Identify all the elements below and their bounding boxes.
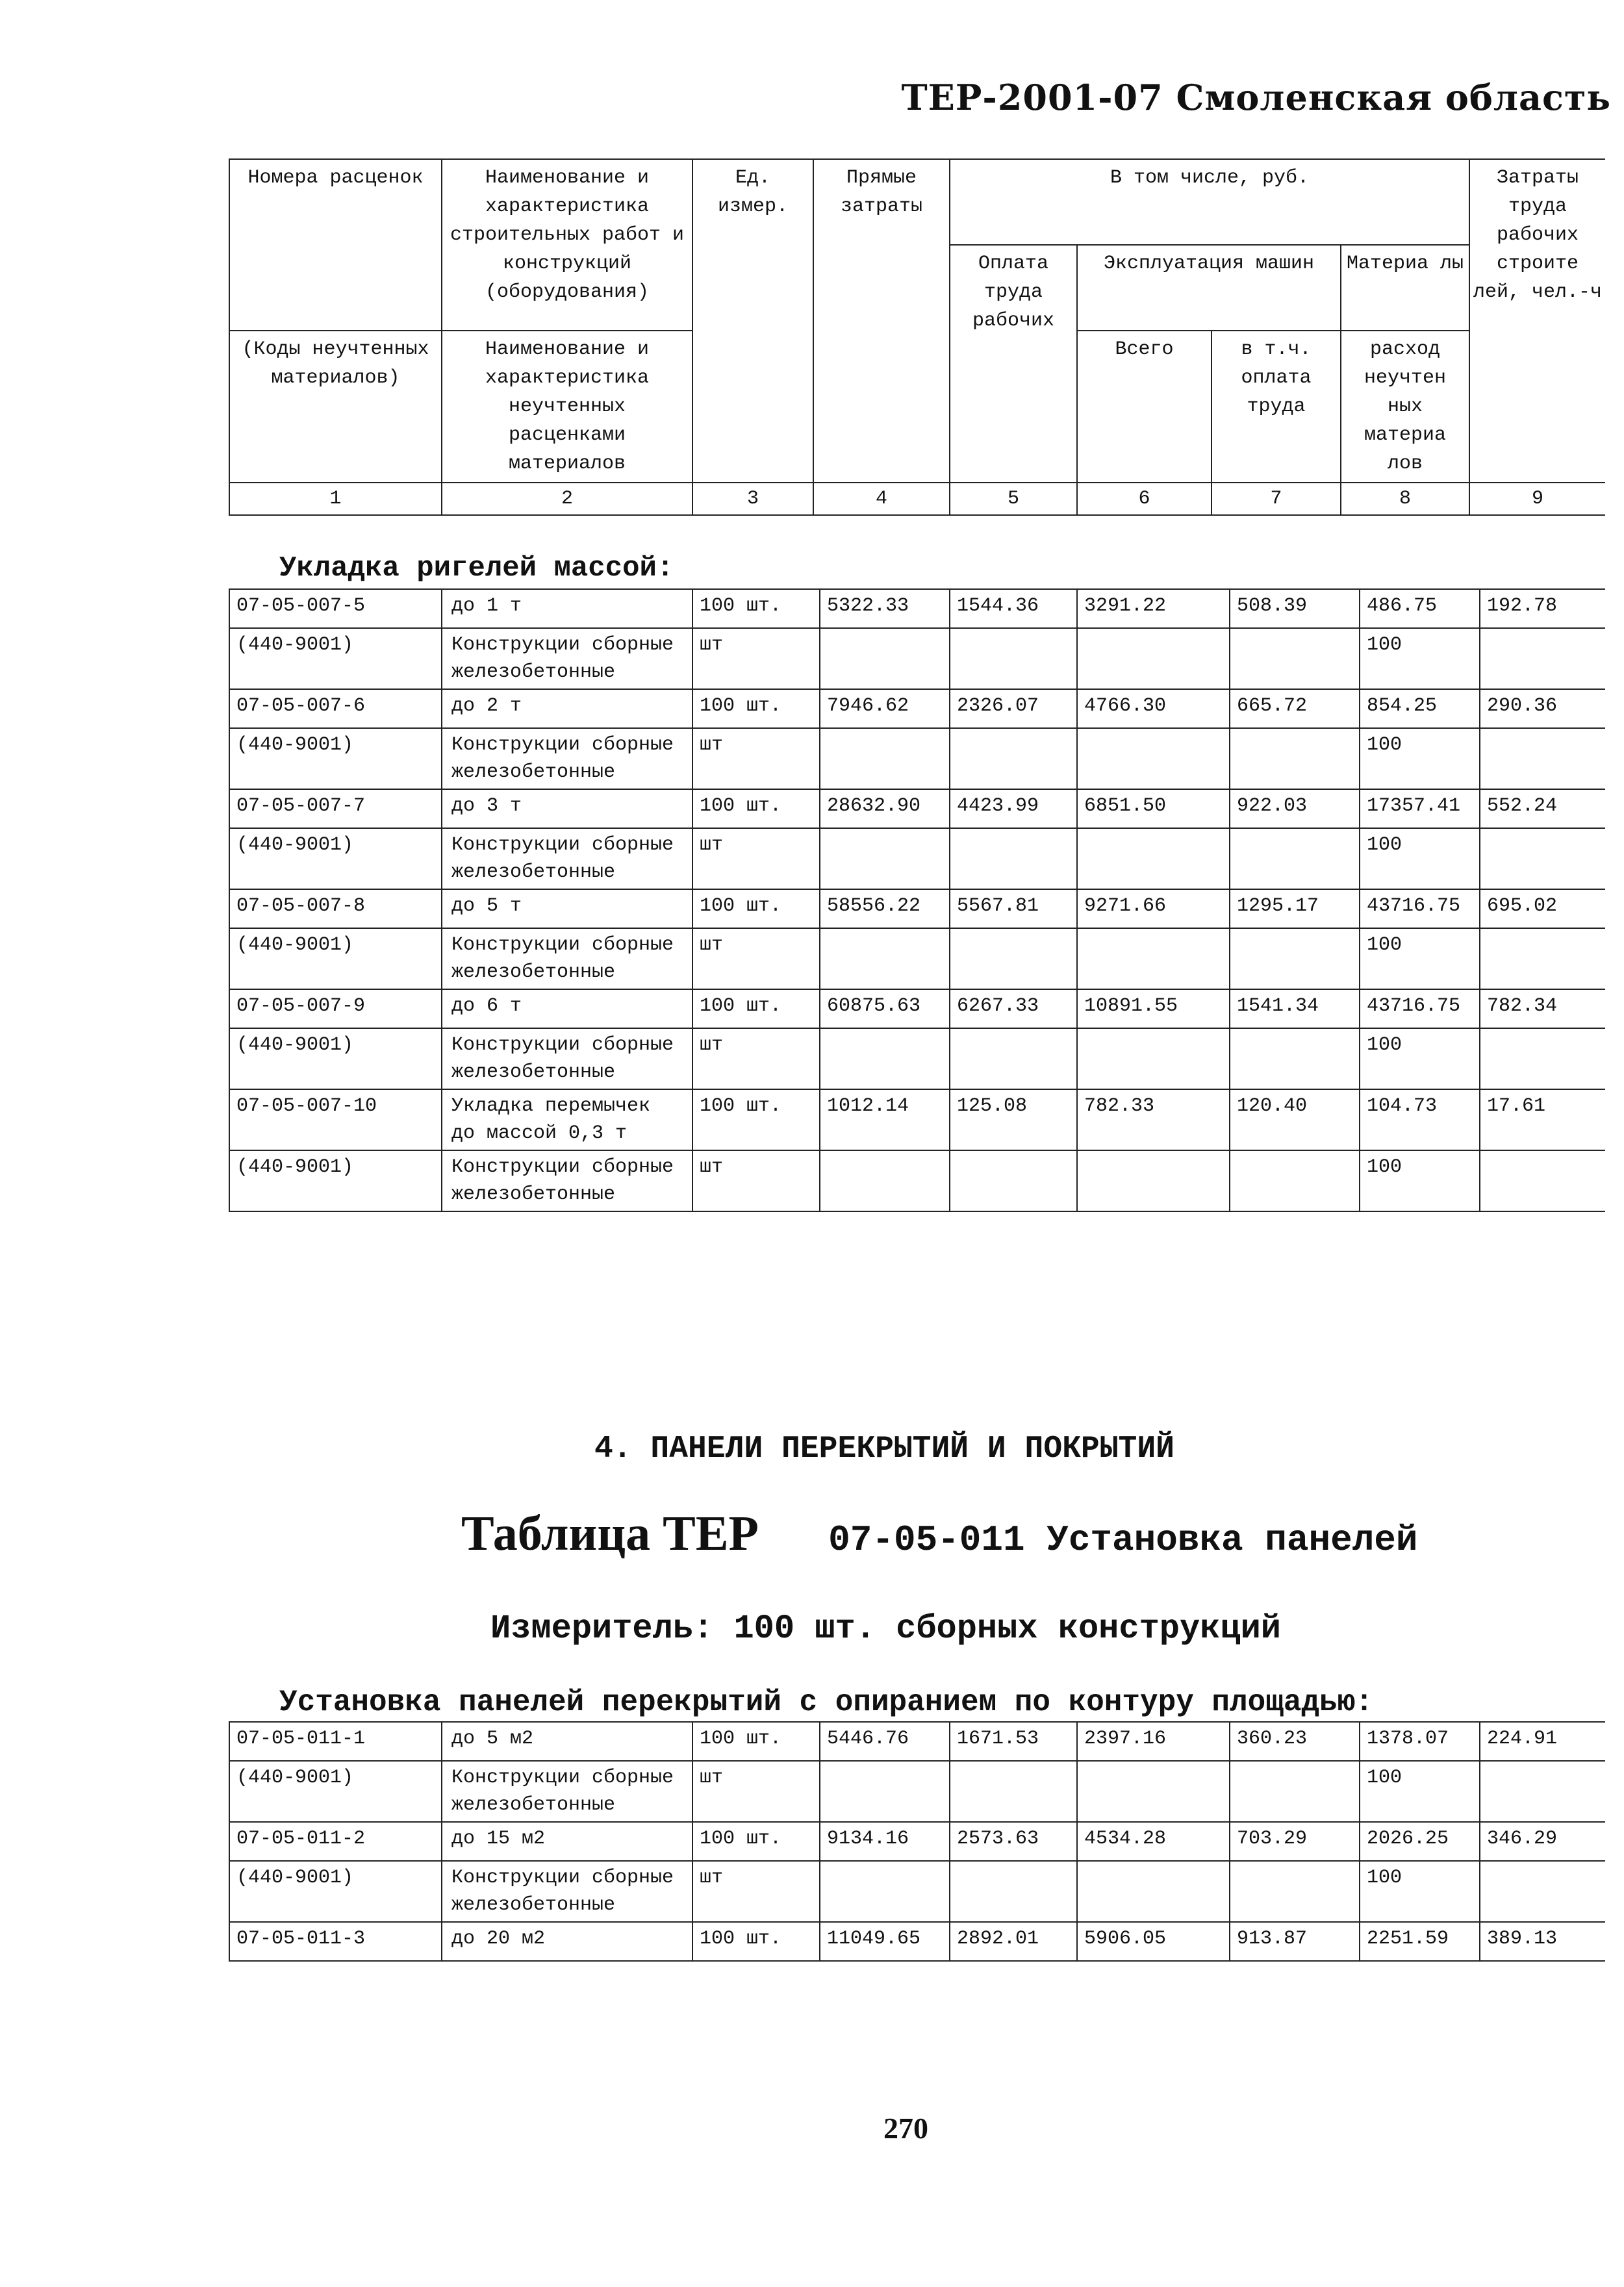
table-cell	[820, 1761, 950, 1822]
table-cell: 2326.07	[950, 689, 1077, 728]
col-header-codes: Номера расценок	[229, 159, 442, 331]
table-cell: 665.72	[1230, 689, 1360, 728]
table-cell: 07-05-007-8	[229, 889, 442, 928]
table-cell	[820, 1861, 950, 1922]
table-cell: 3291.22	[1077, 589, 1230, 628]
table-cell: 1012.14	[820, 1089, 950, 1150]
table-cell	[1230, 728, 1360, 789]
table-cell: 922.03	[1230, 789, 1360, 828]
table-cell	[950, 928, 1077, 989]
table-cell: 07-05-011-1	[229, 1722, 442, 1761]
table-cell: (440-9001)	[229, 628, 442, 689]
table-row	[229, 728, 1605, 789]
col-number: 3	[692, 483, 813, 515]
table-cell	[1077, 1028, 1230, 1089]
table-cell	[1230, 828, 1360, 889]
table-cell: (440-9001)	[229, 1761, 442, 1822]
table-row	[229, 1089, 1605, 1150]
table-row	[229, 928, 1605, 989]
table-cell: 1671.53	[950, 1722, 1077, 1761]
table-cell: 2573.63	[950, 1822, 1077, 1861]
table-cell	[1480, 728, 1605, 789]
table-cell	[950, 1028, 1077, 1089]
table-cell: 5446.76	[820, 1722, 950, 1761]
table-cell: 100 шт.	[692, 1822, 820, 1861]
table-cell: 1541.34	[1230, 989, 1360, 1028]
table-cell: 695.02	[1480, 889, 1605, 928]
table-cell	[1480, 1150, 1605, 1211]
table-cell: 782.34	[1480, 989, 1605, 1028]
table-cell: 125.08	[950, 1089, 1077, 1150]
table-cell: 43716.75	[1360, 889, 1480, 928]
table-cell: 100 шт.	[692, 889, 820, 928]
rates-table-girders	[229, 588, 1605, 1212]
table-cell	[1480, 1861, 1605, 1922]
table-cell: 100	[1360, 928, 1480, 989]
table-cell: 120.40	[1230, 1089, 1360, 1150]
col-number: 5	[950, 483, 1077, 515]
table-cell: Конструкции сборные железобетонные	[442, 1028, 692, 1089]
table-row	[229, 989, 1605, 1028]
table-cell: 07-05-011-2	[229, 1822, 442, 1861]
table-cell: шт	[692, 1861, 820, 1922]
table-cell: 4423.99	[950, 789, 1077, 828]
table-cell	[1230, 628, 1360, 689]
table-row	[229, 1922, 1605, 1961]
table-cell: шт	[692, 728, 820, 789]
table-cell	[820, 1150, 950, 1211]
table-cell	[1480, 1761, 1605, 1822]
table-cell: Конструкции сборные железобетонные	[442, 928, 692, 989]
table-cell: 100 шт.	[692, 989, 820, 1028]
table-cell	[820, 728, 950, 789]
table-cell: 5906.05	[1077, 1922, 1230, 1961]
table-cell: 913.87	[1230, 1922, 1360, 1961]
table-cell: 2397.16	[1077, 1722, 1230, 1761]
col-header-labor: Затраты труда рабочих строите лей, чел.-ч	[1469, 159, 1605, 483]
table-cell: 104.73	[1360, 1089, 1480, 1150]
table-cell: 100 шт.	[692, 689, 820, 728]
table-cell: (440-9001)	[229, 728, 442, 789]
table-cell: 07-05-007-7	[229, 789, 442, 828]
table-cell: 60875.63	[820, 989, 950, 1028]
table-cell: Конструкции сборные железобетонные	[442, 628, 692, 689]
table-row	[229, 1761, 1605, 1822]
table-row	[229, 1822, 1605, 1861]
table-cell	[1077, 728, 1230, 789]
table-heading	[461, 1506, 1418, 1562]
table-cell	[1077, 828, 1230, 889]
table-cell: 552.24	[1480, 789, 1605, 828]
col-header-material-names: Наименование и характеристика неучтенных расценками материалов	[442, 331, 692, 483]
table-cell: 100 шт.	[692, 789, 820, 828]
table-cell: Конструкции сборные железобетонные	[442, 728, 692, 789]
table-cell	[1480, 928, 1605, 989]
table-cell	[1480, 1028, 1605, 1089]
section-title-panels: Установка панелей перекрытий с опиранием по контуру площадью:	[279, 1686, 1373, 1719]
table-row	[229, 1028, 1605, 1089]
table-cell: 07-05-007-9	[229, 989, 442, 1028]
table-heading-title: 07-05-011 Установка панелей	[828, 1519, 1418, 1561]
table-cell: 17.61	[1480, 1089, 1605, 1150]
table-cell: шт	[692, 628, 820, 689]
table-cell: 389.13	[1480, 1922, 1605, 1961]
col-number: 2	[442, 483, 692, 515]
col-header-material-codes: (Коды неучтенных материалов)	[229, 331, 442, 483]
table-cell: 100	[1360, 828, 1480, 889]
table-cell	[820, 828, 950, 889]
table-cell	[820, 1028, 950, 1089]
table-cell: 100 шт.	[692, 1089, 820, 1150]
table-cell: 360.23	[1230, 1722, 1360, 1761]
table-cell: до 5 м2	[442, 1722, 692, 1761]
table-cell: 100 шт.	[692, 1922, 820, 1961]
rates-table-panels	[229, 1721, 1605, 1962]
table-cell	[1480, 628, 1605, 689]
table-cell: 508.39	[1230, 589, 1360, 628]
table-cell: 1378.07	[1360, 1722, 1480, 1761]
section-title-girders: Укладка ригелей массой:	[279, 552, 674, 585]
table-cell: (440-9001)	[229, 1150, 442, 1211]
running-header: ТЕР-2001-07 Смоленская область	[901, 77, 1611, 118]
table-cell: 192.78	[1480, 589, 1605, 628]
table-cell: Конструкции сборные железобетонные	[442, 1761, 692, 1822]
table-cell: (440-9001)	[229, 1028, 442, 1089]
table-cell: 346.29	[1480, 1822, 1605, 1861]
table-cell	[1230, 1028, 1360, 1089]
table-cell: 9271.66	[1077, 889, 1230, 928]
col-header-materials: Материа лы	[1341, 245, 1469, 331]
table-cell: 703.29	[1230, 1822, 1360, 1861]
table-cell: 58556.22	[820, 889, 950, 928]
table-cell: 10891.55	[1077, 989, 1230, 1028]
table-cell: шт	[692, 928, 820, 989]
page-number: 270	[883, 2112, 928, 2145]
table-cell: (440-9001)	[229, 1861, 442, 1922]
table-cell: 5322.33	[820, 589, 950, 628]
table-row	[229, 789, 1605, 828]
table-cell	[1077, 1761, 1230, 1822]
table-cell: до 15 м2	[442, 1822, 692, 1861]
table-cell: 17357.41	[1360, 789, 1480, 828]
table-cell	[1230, 1861, 1360, 1922]
table-row	[229, 1861, 1605, 1922]
table-cell: 11049.65	[820, 1922, 950, 1961]
table-cell: шт	[692, 828, 820, 889]
table-cell	[820, 928, 950, 989]
table-cell: до 20 м2	[442, 1922, 692, 1961]
table-cell	[950, 1150, 1077, 1211]
table-row	[229, 628, 1605, 689]
table-cell: шт	[692, 1761, 820, 1822]
table-cell: шт	[692, 1150, 820, 1211]
table-cell: Конструкции сборные железобетонные	[442, 1150, 692, 1211]
table-cell: Конструкции сборные железобетонные	[442, 1861, 692, 1922]
table-cell: 100	[1360, 628, 1480, 689]
table-cell	[950, 828, 1077, 889]
table-cell: 290.36	[1480, 689, 1605, 728]
table-cell	[1077, 1150, 1230, 1211]
table-cell: до 1 т	[442, 589, 692, 628]
table-cell: 100	[1360, 1761, 1480, 1822]
col-number: 1	[229, 483, 442, 515]
table-cell	[1077, 1861, 1230, 1922]
measure-line: Измеритель: 100 шт. сборных конструкций	[490, 1610, 1281, 1648]
table-cell: 6851.50	[1077, 789, 1230, 828]
table-cell	[950, 728, 1077, 789]
col-number: 8	[1341, 483, 1469, 515]
table-heading-prefix: Таблица ТЕР	[461, 1506, 759, 1561]
table-cell: 5567.81	[950, 889, 1077, 928]
col-header-including: В том числе, руб.	[950, 159, 1469, 245]
col-number: 6	[1077, 483, 1212, 515]
table-cell: до 6 т	[442, 989, 692, 1028]
col-header-machines: Эксплуатация машин	[1077, 245, 1341, 331]
column-header-table	[229, 158, 1605, 516]
table-row	[229, 828, 1605, 889]
table-cell	[950, 1761, 1077, 1822]
table-cell: 07-05-007-6	[229, 689, 442, 728]
table-cell: 7946.62	[820, 689, 950, 728]
col-header-unit: Ед. измер.	[692, 159, 813, 483]
table-cell	[1230, 1150, 1360, 1211]
table-cell	[1230, 1761, 1360, 1822]
table-cell	[1480, 828, 1605, 889]
table-cell: 1544.36	[950, 589, 1077, 628]
table-cell: (440-9001)	[229, 928, 442, 989]
table-cell: 6267.33	[950, 989, 1077, 1028]
table-cell: 07-05-007-10	[229, 1089, 442, 1150]
table-cell: 28632.90	[820, 789, 950, 828]
table-cell: 100 шт.	[692, 1722, 820, 1761]
table-cell: 07-05-011-3	[229, 1922, 442, 1961]
table-cell: 782.33	[1077, 1089, 1230, 1150]
table-cell: 07-05-007-5	[229, 589, 442, 628]
table-cell: 224.91	[1480, 1722, 1605, 1761]
table-cell: до 5 т	[442, 889, 692, 928]
table-cell	[1230, 928, 1360, 989]
table-cell: 4766.30	[1077, 689, 1230, 728]
table-row	[229, 889, 1605, 928]
table-cell: 100	[1360, 1861, 1480, 1922]
table-cell: 100	[1360, 728, 1480, 789]
table-cell: 1295.17	[1230, 889, 1360, 928]
table-cell	[820, 628, 950, 689]
col-number: 4	[813, 483, 950, 515]
col-header-name: Наименование и характеристика строительных работ и конструкций (оборудования)	[442, 159, 692, 331]
table-cell: до 3 т	[442, 789, 692, 828]
table-cell	[950, 1861, 1077, 1922]
chapter-title: 4. ПАНЕЛИ ПЕРЕКРЫТИЙ И ПОКРЫТИЙ	[594, 1432, 1174, 1467]
table-cell: 486.75	[1360, 589, 1480, 628]
table-cell: до 2 т	[442, 689, 692, 728]
table-cell: 9134.16	[820, 1822, 950, 1861]
table-cell: шт	[692, 1028, 820, 1089]
table-cell: Конструкции сборные железобетонные	[442, 828, 692, 889]
table-cell: (440-9001)	[229, 828, 442, 889]
table-cell: 4534.28	[1077, 1822, 1230, 1861]
col-header-machines-wages: в т.ч. оплата труда	[1212, 331, 1341, 483]
table-cell: 2892.01	[950, 1922, 1077, 1961]
table-cell: 100 шт.	[692, 589, 820, 628]
table-cell: Укладка перемычек до массой 0,3 т	[442, 1089, 692, 1150]
table-cell: 100	[1360, 1028, 1480, 1089]
table-cell	[1077, 928, 1230, 989]
table-cell: 854.25	[1360, 689, 1480, 728]
table-cell: 2251.59	[1360, 1922, 1480, 1961]
table-row	[229, 589, 1605, 628]
table-cell	[1077, 628, 1230, 689]
table-cell: 100	[1360, 1150, 1480, 1211]
table-cell: 43716.75	[1360, 989, 1480, 1028]
table-cell	[950, 628, 1077, 689]
col-header-direct-costs: Прямые затраты	[813, 159, 950, 483]
col-header-wages: Оплата труда рабочих	[950, 245, 1077, 483]
table-row	[229, 1150, 1605, 1211]
table-cell: 2026.25	[1360, 1822, 1480, 1861]
table-row	[229, 689, 1605, 728]
col-number: 7	[1212, 483, 1341, 515]
table-row	[229, 1722, 1605, 1761]
col-header-material-consumption: расход неучтен ных материа лов	[1341, 331, 1469, 483]
col-number: 9	[1469, 483, 1605, 515]
col-header-machines-total: Всего	[1077, 331, 1212, 483]
